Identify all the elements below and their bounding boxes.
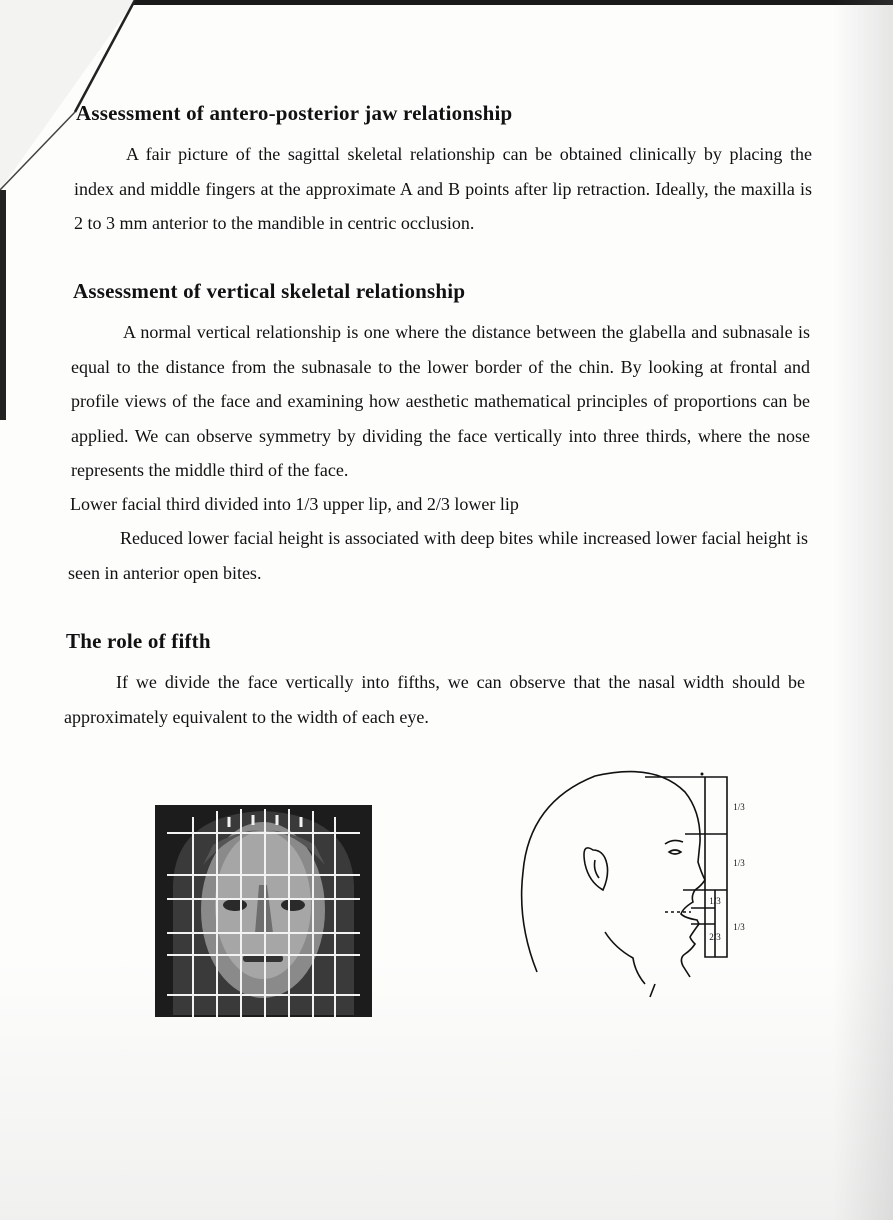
- figure-profile-thirds-diagram: [515, 762, 765, 1002]
- label-upper-lip-fraction: 1/3: [709, 896, 721, 906]
- heading-antero-posterior: Assessment of antero-posterior jaw relationship: [76, 101, 513, 125]
- heading-role-of-fifth: The role of fifth: [66, 629, 211, 653]
- paragraph-role-of-fifth: If we divide the face vertically into fifths, we can observe that the nasal width should be approximately equivalent to the width of each eye.: [64, 672, 805, 727]
- label-upper-third: 1/3: [733, 802, 745, 812]
- label-lower-lip-fraction: 2/3: [709, 932, 721, 942]
- paragraph-lower-facial-third: Lower facial third divided into 1/3 upper lip, and 2/3 lower lip: [70, 494, 519, 514]
- scan-left-edge: [0, 190, 6, 420]
- paragraph-vertical-skeletal: A normal vertical relationship is one where the distance between the glabella and subnasale is equal to the distance from the subnasale to the lower border of the chin. By looking at frontal and profile views of the face and examining how aesthetic mathematical principles of proportions can be applied. We can observe symmetry by dividing the face vertically into three thirds, where the nose represents the middle third of the face.: [71, 322, 810, 480]
- label-lower-third: 1/3: [733, 922, 745, 932]
- heading-vertical-skeletal: Assessment of vertical skeletal relationship: [73, 279, 466, 303]
- paragraph-lower-facial-height: Reduced lower facial height is associated with deep bites while increased lower facial height is seen in anterior open bites.: [68, 528, 808, 583]
- paragraph-antero-posterior: A fair picture of the sagittal skeletal relationship can be obtained clinically by placing the index and middle fingers at the approximate A and B points after lip retraction. Ideally, the maxilla is 2 to 3 mm anterior to the mandible in centric occlusion.: [74, 144, 812, 233]
- figure-face-grid-photo: [155, 805, 372, 1017]
- label-middle-third: 1/3: [733, 858, 745, 868]
